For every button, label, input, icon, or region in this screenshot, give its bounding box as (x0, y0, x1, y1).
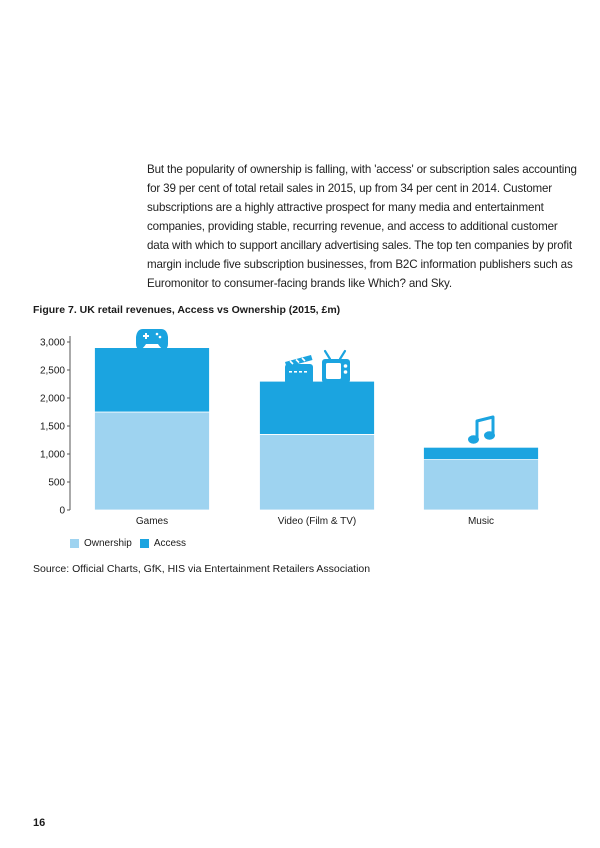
body-text-line: subscriptions are a highly attractive prospect for many media and entertainment (147, 201, 544, 214)
chart-legend (70, 538, 194, 549)
bar-segment-ownership (260, 434, 375, 510)
tv-icon (322, 351, 350, 383)
x-tick-label: Video (Film & TV) (277, 516, 357, 527)
x-tick-label: Music (467, 516, 495, 527)
chart-bars (95, 348, 539, 510)
body-text-line: for 39 per cent of total retail sales in 2015, up from 34 per cent in 2014. Customer (147, 182, 553, 195)
body-text-line: margin include five subscription businesses, from B2C information publishers such as (147, 258, 573, 271)
source-note: Source: Official Charts, GfK, HIS via Entertainment Retailers Association (33, 563, 371, 575)
music-note-icon (468, 417, 495, 444)
chart-x-labels (136, 516, 494, 527)
chart-axis (40, 336, 70, 517)
page-number: 16 (33, 817, 46, 829)
y-tick-label: 2,000 (39, 393, 65, 405)
legend-swatch-ownership (70, 539, 79, 548)
bar-segment-access (260, 381, 375, 434)
y-tick-label: 3,000 (39, 337, 65, 349)
bar-segment-ownership (424, 460, 539, 510)
x-tick-label: Games (135, 516, 169, 527)
body-text-line: Euromonitor to consumer-facing brands like Which? and Sky. (147, 277, 452, 290)
legend-item-access (140, 538, 186, 549)
y-tick-label: 500 (48, 477, 65, 489)
bar-segment-access (424, 447, 539, 459)
figure-title: Figure 7. UK retail revenues, Access vs Ownership (2015, £m) (33, 304, 341, 316)
bar-segment-ownership (95, 412, 210, 510)
legend-label-access: Access (153, 538, 187, 549)
bar-segment-access (95, 348, 210, 412)
legend-swatch-access (140, 539, 149, 548)
legend-item-ownership (70, 538, 132, 549)
gamepad-icon (136, 329, 168, 349)
body-text-line: data with which to support ancillary advertising sales. The top ten companies by profit (147, 239, 572, 252)
legend-label-ownership: Ownership (84, 538, 132, 549)
y-tick-label: 0 (59, 505, 65, 517)
y-tick-label: 2,500 (39, 365, 65, 377)
body-text-line: But the popularity of ownership is falling, with 'access' or subscription sales accounting (147, 163, 577, 176)
y-tick-label: 1,000 (39, 449, 65, 461)
y-tick-label: 1,500 (39, 421, 65, 433)
body-text-line: companies, providing stable, recurring revenue, and access to additional customer (147, 220, 558, 233)
clapperboard-icon (285, 355, 313, 384)
